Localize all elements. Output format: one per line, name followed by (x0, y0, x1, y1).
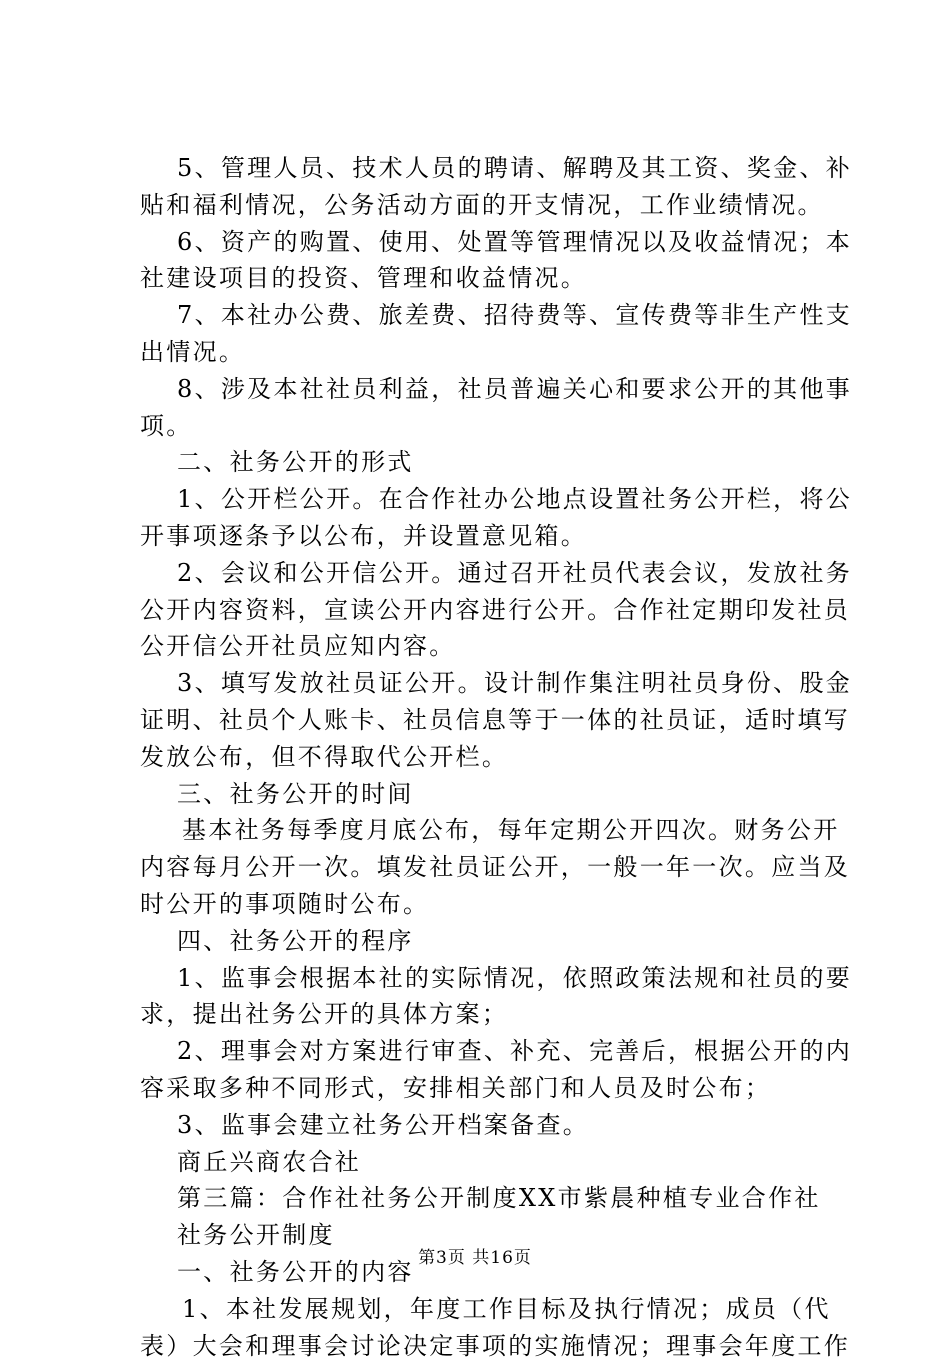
paragraph-line: 1、公开栏公开。在合作社办公地点设置社务公开栏，将公 (140, 481, 840, 518)
paragraph-line: 基本社务每季度月底公布，每年定期公开四次。财务公开 (140, 812, 840, 849)
paragraph-line: 容采取多种不同形式，安排相关部门和人员及时公布； (140, 1070, 840, 1107)
paragraph-line: 1、监事会根据本社的实际情况，依照政策法规和社员的要 (140, 960, 840, 997)
paragraph-line: 5、管理人员、技术人员的聘请、解聘及其工资、奖金、补 (140, 150, 840, 187)
paragraph-line: 求，提出社务公开的具体方案； (140, 996, 840, 1033)
paragraph-line: 公开内容资料，宣读公开内容进行公开。合作社定期印发社员 (140, 592, 840, 629)
section-heading: 三、社务公开的时间 (140, 776, 840, 813)
paragraph-line: 8、涉及本社社员利益，社员普遍关心和要求公开的其他事 (140, 371, 840, 408)
chapter-title: 第三篇：合作社社务公开制度XX市紫晨种植专业合作社 (140, 1180, 840, 1217)
section-heading: 一、社务公开的内容 (140, 1254, 840, 1291)
paragraph-line: 7、本社办公费、旅差费、招待费等、宣传费等非生产性支 (140, 297, 840, 334)
paragraph-line: 出情况。 (140, 334, 840, 371)
paragraph-line: 表）大会和理事会讨论决定事项的实施情况；理事会年度工作 (140, 1328, 840, 1364)
paragraph-line: 发放公布，但不得取代公开栏。 (140, 739, 840, 776)
section-heading: 四、社务公开的程序 (140, 923, 840, 960)
chapter-subtitle: 社务公开制度 (140, 1217, 840, 1254)
section-heading: 二、社务公开的形式 (140, 444, 840, 481)
paragraph-line: 社建设项目的投资、管理和收益情况。 (140, 260, 840, 297)
paragraph-line: 时公开的事项随时公布。 (140, 886, 840, 923)
paragraph-line: 3、监事会建立社务公开档案备查。 (140, 1107, 840, 1144)
paragraph-line: 1、本社发展规划，年度工作目标及执行情况；成员（代 (140, 1291, 840, 1328)
paragraph-line: 2、理事会对方案进行审查、补充、完善后，根据公开的内 (140, 1033, 840, 1070)
signature-line: 商丘兴商农合社 (140, 1144, 840, 1181)
paragraph-line: 2、会议和公开信公开。通过召开社员代表会议，发放社务 (140, 555, 840, 592)
paragraph-line: 开事项逐条予以公布，并设置意见箱。 (140, 518, 840, 555)
paragraph-line: 内容每月公开一次。填发社员证公开，一般一年一次。应当及 (140, 849, 840, 886)
paragraph-line: 公开信公开社员应知内容。 (140, 628, 840, 665)
paragraph-line: 3、填写发放社员证公开。设计制作集注明社员身份、股金 (140, 665, 840, 702)
paragraph-line: 证明、社员个人账卡、社员信息等于一体的社员证，适时填写 (140, 702, 840, 739)
paragraph-line: 6、资产的购置、使用、处置等管理情况以及收益情况；本 (140, 224, 840, 261)
paragraph-line: 贴和福利情况，公务活动方面的开支情况，工作业绩情况。 (140, 187, 840, 224)
document-body (140, 150, 840, 1364)
paragraph-line: 项。 (140, 408, 840, 445)
page-number-footer: 第3页 共16页 (0, 1243, 950, 1268)
